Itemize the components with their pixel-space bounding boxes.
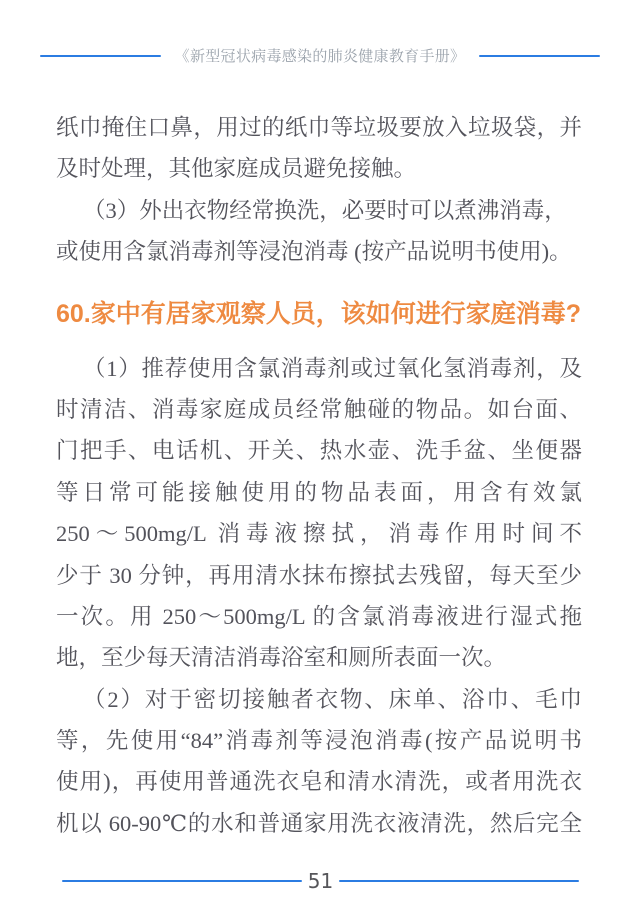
section-heading: 60.家中有居家观察人员，该如何进行家庭消毒? [56,299,582,328]
text-line: 等日常可能接触使用的物品表面，用含有效氯 [56,479,582,505]
page-number: 51 [307,869,334,893]
paragraph [56,190,582,273]
paragraph [56,107,582,190]
text-line: 等，先使用“84”消毒剂等浸泡消毒(按产品说明书 [56,728,582,754]
page-body [56,107,582,844]
text-line: 250～500mg/L 消毒液擦拭，消毒作用时间不 [56,521,582,547]
text-line: 时清洁、消毒家庭成员经常触碰的物品。如台面、 [56,396,582,422]
paragraph [56,348,582,679]
text-line: 少于 30 分钟，再用清水抹布擦拭去残留，每天至少 [56,562,582,588]
page-footer [62,868,579,894]
text-line: （2）对于密切接触者衣物、床单、浴巾、毛巾 [83,686,582,712]
page-header [0,45,640,66]
text-line: 机以 60-90℃的水和普通家用洗衣液清洗，然后完全 [56,810,582,836]
footer-right-rule [339,880,579,882]
text-line: （3）外出衣物经常换洗，必要时可以煮沸消毒， [83,197,567,223]
header-right-rule [479,55,600,57]
paragraph [56,679,582,845]
text-line: 纸巾掩住口鼻，用过的纸巾等垃圾要放入垃圾袋，并 [56,115,582,140]
header-left-rule [40,55,161,57]
text-line: 或使用含氯消毒剂等浸泡消毒 (按产品说明书使用)。 [56,239,572,265]
text-line: 及时处理，其他家庭成员避免接触。 [56,156,417,182]
text-line: 使用)，再使用普通洗衣皂和清水清洗，或者用洗衣 [56,769,582,795]
text-line: 一次。用 250～500mg/L 的含氯消毒液进行湿式拖 [56,603,582,629]
footer-left-rule [62,880,302,882]
text-line: （1）推荐使用含氯消毒剂或过氧化氢消毒剂，及 [83,355,582,381]
handbook-title: 《新型冠状病毒感染的肺炎健康教育手册》 [174,48,466,65]
text-line: 门把手、电话机、开关、热水壶、洗手盆、坐便器 [56,438,582,464]
text-line: 地，至少每天清洁消毒浴室和厕所表面一次。 [56,645,507,671]
